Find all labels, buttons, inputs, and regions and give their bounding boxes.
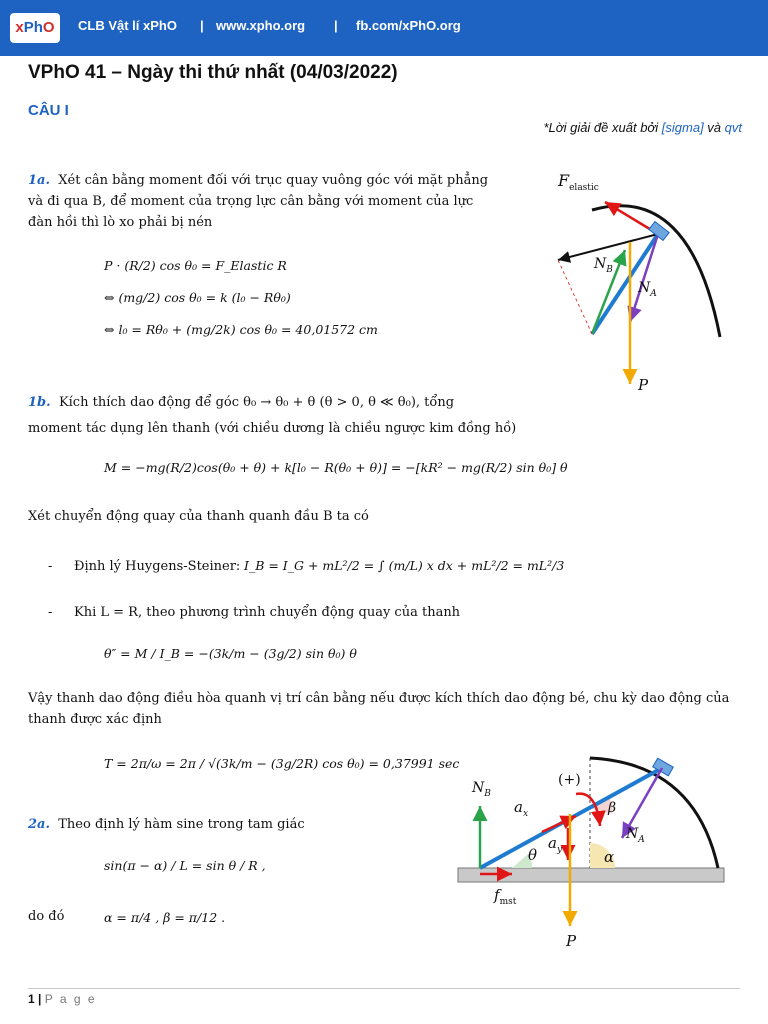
beta-label: β xyxy=(608,800,617,816)
equation-1a-1: P · (R/2) cos θ₀ = F_Elastic R xyxy=(104,258,287,273)
elastic-force-label: $F_{elastic}$ xyxy=(558,171,599,193)
force-diagram-1 xyxy=(510,162,760,394)
equation-sine-rule: sin(π − α) / L = sin θ / R , xyxy=(104,858,266,873)
construction-line xyxy=(558,260,592,334)
weight-label: P xyxy=(638,376,649,394)
bullet-dash: - xyxy=(48,559,53,574)
force-diagram-2 xyxy=(450,748,740,954)
equation-moment: M = −mg(R/2)cos(θ₀ + θ) + k[l₀ − R(θ₀ + θ)] = −[kR² − mg(R/2) sin θ₀] θ xyxy=(104,460,568,475)
equation-inertia: I_B = I_G + mL²/2 = ∫ (m/L) x dx + mL²/2 = mL²/3 xyxy=(244,558,565,573)
header-separator: | xyxy=(200,18,204,33)
club-name: CLB Vật lí xPhO xyxy=(78,18,177,33)
equation-1a-3: ⇔ l₀ = Rθ₀ + (mg/2k) cos θ₀ = 40,01572 cm xyxy=(104,322,378,337)
page-title: VPhO 41 – Ngày thi thứ nhất (04/03/2022) xyxy=(28,62,398,83)
paragraph-therefore: do đó xyxy=(28,909,65,924)
paragraph-2a: 2a. Theo định lý hàm sine trong tam giác xyxy=(28,817,305,832)
na-label: $N_A$ xyxy=(626,826,645,845)
paragraph-1b-line1: 1b. Kích thích dao động để góc θ₀ → θ₀ + θ (θ > 0, θ ≪ θ₀), tổng xyxy=(28,395,455,410)
bullet-equation-of-motion: Khi L = R, theo phương trình chuyển động quay của thanh xyxy=(74,605,461,620)
positive-direction-label: (+) xyxy=(558,772,581,788)
paragraph-rotation: Xét chuyển động quay của thanh quanh đầu B ta có xyxy=(28,509,369,524)
friction-label: $f_{mst}$ xyxy=(494,886,517,907)
na-label: $N_A$ xyxy=(638,280,657,299)
alpha-label: α xyxy=(604,848,615,866)
normal-force-a-arrow xyxy=(630,234,658,322)
equation-theta: θ″ = M / I_B = −(3k/m − (3g/2) sin θ₀) θ xyxy=(104,646,357,661)
nb-label: $N_B$ xyxy=(594,256,613,275)
equation-angles: α = π/4 , β = π/12 . xyxy=(104,910,226,925)
credit-line: *Lời giải đề xuất bởi [sigma] và qvt xyxy=(543,120,742,135)
paragraph-1b-line2: moment tác dụng lên thanh (với chiều dương là chiều ngược kim đồng hồ) xyxy=(28,421,517,436)
bullet-huygens: Định lý Huygens-Steiner: xyxy=(74,559,241,574)
section-heading: CÂU I xyxy=(28,102,69,119)
facebook-link[interactable]: fb.com/xPhO.org xyxy=(356,18,461,33)
header-separator: | xyxy=(334,18,338,33)
equation-period: T = 2π/ω = 2π / √(3k/m − (3g/2R) cos θ₀) = 0,37991 sec xyxy=(104,756,460,771)
page-footer: 1 | P a g e xyxy=(28,992,97,1006)
nb-label: $N_B$ xyxy=(472,780,491,799)
xpho-logo: xPhO xyxy=(10,13,60,43)
website-link[interactable]: www.xpho.org xyxy=(216,18,306,33)
ax-label: $a_x$ xyxy=(514,798,529,819)
bullet-dash: - xyxy=(48,605,53,620)
spring-block xyxy=(649,222,669,241)
label-1b: 1b. xyxy=(28,395,51,410)
label-1a: 1a. xyxy=(28,173,50,188)
label-2a: 2a. xyxy=(28,817,50,832)
weight-label: P xyxy=(566,932,577,950)
footer-divider xyxy=(28,988,740,989)
ay-label: $a_y$ xyxy=(548,834,563,855)
paragraph-oscillation: Vậy thanh dao động điều hòa quanh vị trí cân bằng nếu được kích thích dao động bé, chu kỳ dao động của thanh được xác định xyxy=(28,691,730,727)
equation-1a-2: ⇔ (mg/2) cos θ₀ = k (l₀ − Rθ₀) xyxy=(104,290,291,305)
theta-label: θ xyxy=(528,846,538,864)
paragraph-1a: 1a. Xét cân bằng moment đối với trục quay vuông góc với mặt phẳng và đi qua B, để moment của trọng lực cân bằng với moment của lực đàn hồi thì lò xo phải bị nén xyxy=(28,173,489,230)
